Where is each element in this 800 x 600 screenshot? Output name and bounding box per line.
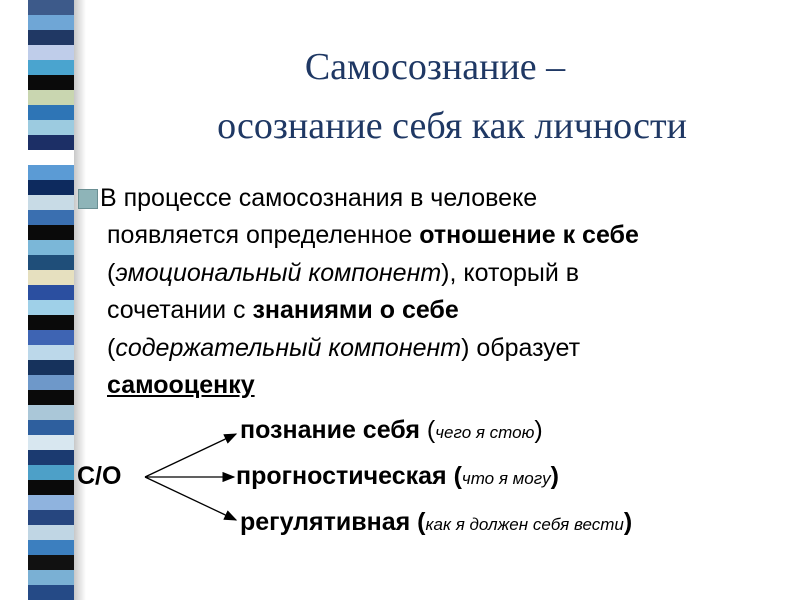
diagram-item-1 xyxy=(240,416,543,445)
stripe-band xyxy=(28,210,74,225)
item-open-paren: ( xyxy=(453,462,462,490)
stripe-band xyxy=(28,240,74,255)
stripe-band xyxy=(28,105,74,120)
item-label: прогностическая xyxy=(236,462,454,490)
stripe-band xyxy=(28,435,74,450)
stripe-band xyxy=(28,315,74,330)
stripe-band xyxy=(28,135,74,150)
stripe-band xyxy=(28,525,74,540)
paragraph-text: В процессе самосознания в человеке xyxy=(100,184,538,212)
paragraph-text: ) образует xyxy=(461,334,581,362)
diagram-item-2 xyxy=(236,462,559,491)
stripe-band xyxy=(28,480,74,495)
stripe-band xyxy=(28,60,74,75)
stripe-band xyxy=(28,495,74,510)
paragraph-text: сочетании с xyxy=(107,296,253,324)
item-note: что я могу xyxy=(461,469,551,488)
item-note: чего я стою xyxy=(435,423,535,442)
stripe-band xyxy=(28,360,74,375)
emphasis-self-esteem: самооценку xyxy=(107,371,255,399)
paragraph-line-5 xyxy=(107,333,580,363)
emphasis-emotional: эмоциональный компонент xyxy=(115,259,442,287)
paragraph-line-2 xyxy=(107,220,639,250)
stripe-band xyxy=(28,300,74,315)
stripe-band xyxy=(28,195,74,210)
emphasis-attitude: отношение к себе xyxy=(419,221,639,249)
emphasis-knowledge: знаниями о себе xyxy=(252,296,459,324)
paragraph-line-6 xyxy=(107,370,255,400)
item-close-paren: ) xyxy=(534,416,543,444)
stripe-band xyxy=(28,270,74,285)
stripe-band xyxy=(28,390,74,405)
stripe-band xyxy=(28,285,74,300)
arrow-to-item-1 xyxy=(145,434,236,477)
stripe-band xyxy=(28,180,74,195)
item-close-paren: ) xyxy=(550,462,559,490)
stripe-band xyxy=(28,585,74,600)
stripe-band xyxy=(28,75,74,90)
stripe-band xyxy=(28,330,74,345)
emphasis-content: содержательный компонент xyxy=(115,334,462,362)
stripe-band xyxy=(28,45,74,60)
stripe-band xyxy=(28,375,74,390)
stripe-band xyxy=(28,150,74,165)
diagram-item-3 xyxy=(240,508,632,537)
stripe-band xyxy=(28,165,74,180)
stripe-band xyxy=(28,345,74,360)
stripe-band xyxy=(28,255,74,270)
paragraph-line-1 xyxy=(78,183,537,213)
paragraph-text: ), который в xyxy=(441,259,580,287)
stripe-band xyxy=(28,120,74,135)
stripe-band xyxy=(28,570,74,585)
paragraph-text: ( xyxy=(107,334,116,362)
decorative-stripe xyxy=(28,0,74,600)
stripe-band xyxy=(28,405,74,420)
arrow-to-item-3 xyxy=(145,477,236,520)
item-open-paren: ( xyxy=(426,416,436,444)
item-label: регулятивная xyxy=(240,508,418,536)
stripe-band xyxy=(28,30,74,45)
stripe-band xyxy=(28,420,74,435)
diagram-root-label: С/О xyxy=(77,462,122,490)
stripe-shadow xyxy=(74,0,86,600)
stripe-band xyxy=(28,15,74,30)
stripe-band xyxy=(28,555,74,570)
stripe-band xyxy=(28,540,74,555)
paragraph-text: ( xyxy=(107,259,116,287)
slide-title-line-2: осознание себя как личности xyxy=(217,105,687,147)
stripe-band xyxy=(28,510,74,525)
stripe-band xyxy=(28,450,74,465)
item-note: как я должен себя вести xyxy=(425,515,624,534)
paragraph-line-4 xyxy=(107,295,459,325)
slide-title-line-1: Самосознание – xyxy=(304,46,566,88)
paragraph-line-3 xyxy=(107,258,579,288)
stripe-band xyxy=(28,465,74,480)
item-label: познание себя xyxy=(240,416,427,444)
item-close-paren: ) xyxy=(623,508,633,536)
stripe-band xyxy=(28,0,74,15)
stripe-band xyxy=(28,225,74,240)
stripe-band xyxy=(28,90,74,105)
item-open-paren: ( xyxy=(417,508,426,536)
paragraph-text: появляется определенное xyxy=(107,221,420,249)
